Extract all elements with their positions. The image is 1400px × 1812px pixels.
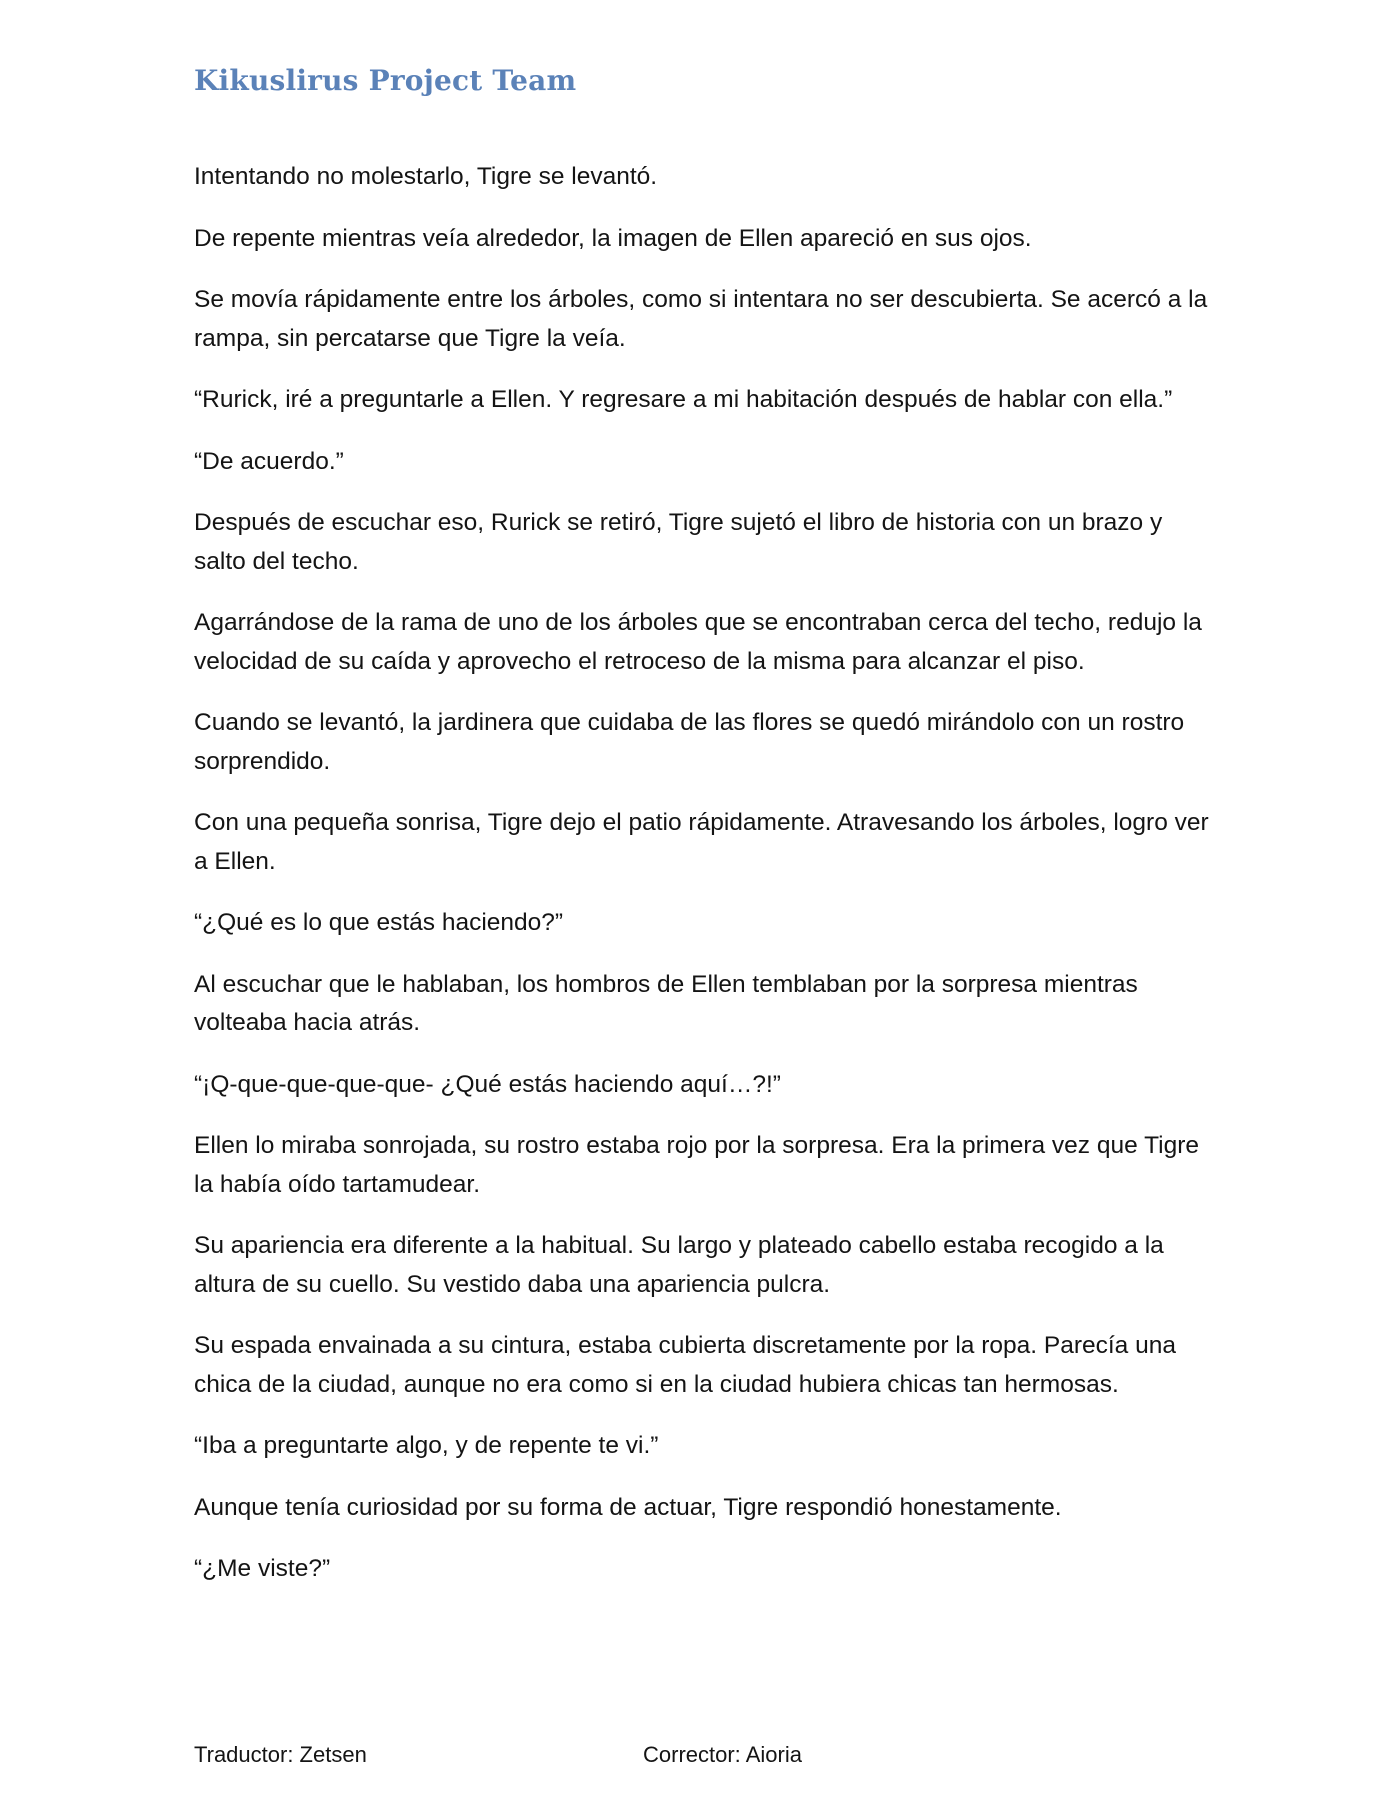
paragraph: Después de escuchar eso, Rurick se retiró, Tigre sujetó el libro de historia con un brazo y salto del techo.	[194, 509, 1163, 575]
paragraph: Al escuchar que le hablaban, los hombros de Ellen temblaban por la sorpresa mientras volteaba hacia atrás.	[194, 970, 1138, 1036]
paragraph: Su apariencia era diferente a la habitual. Su largo y plateado cabello estaba recogido a la altura de su cuello. Su vestido daba una apariencia pulcra.	[194, 1232, 1164, 1298]
dialogue-paragraph: “De acuerdo.”	[194, 447, 344, 475]
translator-credit: Traductor: Zetsen	[194, 1742, 367, 1767]
paragraph: Ellen lo miraba sonrojada, su rostro estaba rojo por la sorpresa. Era la primera vez que Tigre la había oído tartamudear.	[194, 1132, 1199, 1198]
paragraph: Su espada envainada a su cintura, estaba cubierta discretamente por la ropa. Parecía una chica de la ciudad, aunque no era como si en la ciudad hubiera chicas tan hermosas.	[194, 1332, 1176, 1398]
dialogue-paragraph: “Rurick, iré a preguntarle a Ellen. Y regresare a mi habitación después de hablar con ella.”	[194, 386, 1173, 413]
team-header-title: Kikuslirus Project Team	[194, 64, 577, 97]
paragraph: Agarrándose de la rama de uno de los árboles que se encontraban cerca del techo, redujo la velocidad de su caída y aprovecho el retroceso de la misma para alcanzar el piso.	[194, 609, 1202, 675]
dialogue-paragraph: “¿Qué es lo que estás haciendo?”	[194, 909, 564, 936]
paragraph: Con una pequeña sonrisa, Tigre dejo el patio rápidamente. Atravesando los árboles, logro ver a Ellen.	[194, 809, 1209, 875]
paragraph: Intentando no molestarlo, Tigre se levantó.	[194, 163, 658, 190]
dialogue-paragraph: “Iba a preguntarte algo, y de repente te vi.”	[194, 1432, 659, 1459]
dialogue-paragraph: “¡Q-que-que-que-que- ¿Qué estás haciendo aquí…?!”	[194, 1070, 781, 1098]
paragraph: Se movía rápidamente entre los árboles, como si intentara no ser descubierta. Se acercó a la rampa, sin percatarse que Tigre la veía.	[194, 286, 1208, 352]
story-body	[194, 158, 1214, 1612]
page-footer	[0, 1742, 1400, 1782]
paragraph: De repente mientras veía alrededor, la imagen de Ellen apareció en sus ojos.	[194, 224, 1032, 252]
corrector-credit: Corrector: Aioria	[643, 1742, 802, 1767]
paragraph: Cuando se levantó, la jardinera que cuidaba de las flores se quedó mirándolo con un rostro sorprendido.	[194, 709, 1185, 775]
paragraph: Aunque tenía curiosidad por su forma de actuar, Tigre respondió honestamente.	[194, 1493, 1062, 1521]
dialogue-paragraph: “¿Me viste?”	[194, 1555, 331, 1582]
